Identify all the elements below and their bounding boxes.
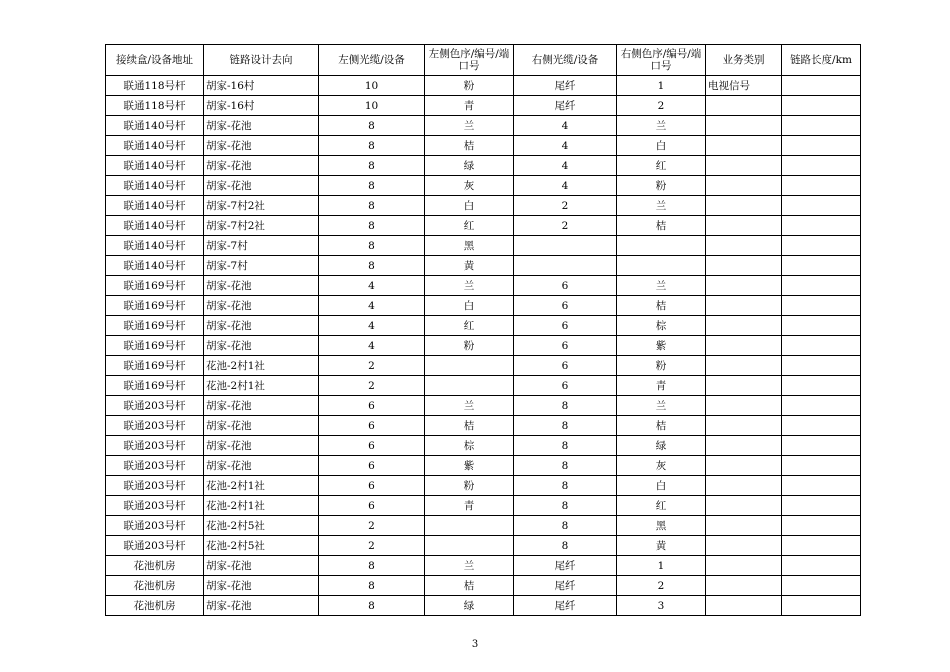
- cell-service-type: [706, 276, 782, 296]
- cell-right-color: [617, 256, 706, 276]
- cell-left-cable: 8: [319, 576, 425, 596]
- cell-splice-address: 联通169号杆: [106, 336, 204, 356]
- cell-left-cable: 2: [319, 536, 425, 556]
- cell-left-color: 粉: [425, 76, 514, 96]
- cell-left-color: 白: [425, 296, 514, 316]
- cell-left-cable: 4: [319, 296, 425, 316]
- fiber-link-table: [105, 44, 861, 616]
- cell-link-length: [782, 536, 861, 556]
- cell-link-direction: 胡家-花池: [204, 176, 319, 196]
- cell-link-direction: 胡家-7村2社: [204, 196, 319, 216]
- cell-left-color: 桔: [425, 416, 514, 436]
- cell-right-cable: [514, 236, 617, 256]
- cell-left-color: 青: [425, 496, 514, 516]
- cell-right-cable: 8: [514, 496, 617, 516]
- cell-right-cable: 6: [514, 376, 617, 396]
- cell-left-cable: 8: [319, 596, 425, 616]
- cell-right-color: 灰: [617, 456, 706, 476]
- cell-service-type: [706, 316, 782, 336]
- cell-link-direction: 胡家-花池: [204, 576, 319, 596]
- cell-left-cable: 8: [319, 136, 425, 156]
- cell-link-length: [782, 556, 861, 576]
- cell-service-type: [706, 176, 782, 196]
- cell-link-length: [782, 436, 861, 456]
- cell-left-cable: 8: [319, 556, 425, 576]
- cell-right-cable: 4: [514, 176, 617, 196]
- cell-right-color: 桔: [617, 296, 706, 316]
- cell-service-type: [706, 536, 782, 556]
- cell-service-type: [706, 96, 782, 116]
- cell-service-type: [706, 576, 782, 596]
- table-row: [106, 276, 861, 296]
- cell-link-length: [782, 256, 861, 276]
- table-row: [106, 476, 861, 496]
- cell-service-type: [706, 456, 782, 476]
- cell-service-type: [706, 156, 782, 176]
- cell-link-length: [782, 356, 861, 376]
- cell-splice-address: 联通169号杆: [106, 316, 204, 336]
- table-row: [106, 336, 861, 356]
- cell-service-type: [706, 436, 782, 456]
- cell-splice-address: 联通203号杆: [106, 496, 204, 516]
- cell-left-cable: 4: [319, 336, 425, 356]
- cell-left-cable: 8: [319, 196, 425, 216]
- cell-splice-address: 联通140号杆: [106, 156, 204, 176]
- cell-left-cable: 6: [319, 436, 425, 456]
- table-row: [106, 296, 861, 316]
- cell-service-type: [706, 216, 782, 236]
- table-row: [106, 536, 861, 556]
- header-service-type: 业务类别: [706, 45, 782, 76]
- header-left-cable: 左侧光缆/设备: [319, 45, 425, 76]
- cell-link-length: [782, 136, 861, 156]
- cell-splice-address: 花池机房: [106, 556, 204, 576]
- table-row: [106, 456, 861, 476]
- cell-right-cable: [514, 256, 617, 276]
- cell-link-direction: 胡家-花池: [204, 436, 319, 456]
- cell-right-cable: 4: [514, 136, 617, 156]
- cell-link-length: [782, 236, 861, 256]
- cell-right-color: 兰: [617, 116, 706, 136]
- cell-right-color: [617, 236, 706, 256]
- cell-service-type: 电视信号: [706, 76, 782, 96]
- cell-link-direction: 胡家-花池: [204, 316, 319, 336]
- cell-left-cable: 2: [319, 356, 425, 376]
- cell-left-color: 绿: [425, 596, 514, 616]
- cell-service-type: [706, 556, 782, 576]
- cell-right-cable: 8: [514, 436, 617, 456]
- cell-link-length: [782, 576, 861, 596]
- cell-right-cable: 4: [514, 116, 617, 136]
- cell-right-color: 粉: [617, 176, 706, 196]
- cell-service-type: [706, 236, 782, 256]
- cell-right-cable: 6: [514, 296, 617, 316]
- cell-right-color: 紫: [617, 336, 706, 356]
- cell-left-cable: 6: [319, 476, 425, 496]
- cell-link-direction: 花池-2村1社: [204, 496, 319, 516]
- cell-splice-address: 联通140号杆: [106, 256, 204, 276]
- table-row: [106, 216, 861, 236]
- cell-link-length: [782, 196, 861, 216]
- cell-splice-address: 联通140号杆: [106, 216, 204, 236]
- cell-link-length: [782, 96, 861, 116]
- cell-link-direction: 胡家-花池: [204, 116, 319, 136]
- cell-left-cable: 6: [319, 496, 425, 516]
- table-row: [106, 76, 861, 96]
- cell-right-color: 1: [617, 76, 706, 96]
- cell-left-color: 桔: [425, 576, 514, 596]
- cell-service-type: [706, 416, 782, 436]
- cell-splice-address: 联通203号杆: [106, 516, 204, 536]
- cell-right-color: 白: [617, 136, 706, 156]
- cell-left-color: [425, 516, 514, 536]
- cell-right-color: 红: [617, 496, 706, 516]
- table-row: [106, 496, 861, 516]
- table-row: [106, 596, 861, 616]
- cell-left-cable: 6: [319, 456, 425, 476]
- table-row: [106, 516, 861, 536]
- cell-left-color: 兰: [425, 396, 514, 416]
- cell-right-cable: 6: [514, 356, 617, 376]
- cell-left-cable: 2: [319, 376, 425, 396]
- cell-splice-address: 联通203号杆: [106, 536, 204, 556]
- cell-link-direction: 花池-2村5社: [204, 516, 319, 536]
- page-number: 3: [471, 639, 479, 650]
- cell-link-direction: 胡家-花池: [204, 416, 319, 436]
- cell-right-cable: 6: [514, 276, 617, 296]
- header-row: [106, 45, 861, 76]
- table-row: [106, 556, 861, 576]
- cell-left-color: 红: [425, 316, 514, 336]
- header-left-color-order: 左侧色序/编号/端口号: [425, 45, 514, 76]
- cell-link-direction: 胡家-7村2社: [204, 216, 319, 236]
- table-row: [106, 376, 861, 396]
- cell-link-direction: 胡家-花池: [204, 296, 319, 316]
- cell-service-type: [706, 356, 782, 376]
- cell-left-cable: 10: [319, 96, 425, 116]
- cell-service-type: [706, 196, 782, 216]
- cell-right-cable: 8: [514, 456, 617, 476]
- cell-right-color: 绿: [617, 436, 706, 456]
- cell-right-cable: 8: [514, 476, 617, 496]
- cell-link-length: [782, 596, 861, 616]
- header-right-cable: 右侧光缆/设备: [514, 45, 617, 76]
- cell-left-color: 兰: [425, 276, 514, 296]
- table-row: [106, 156, 861, 176]
- table-row: [106, 116, 861, 136]
- cell-link-length: [782, 516, 861, 536]
- cell-splice-address: 联通140号杆: [106, 176, 204, 196]
- cell-right-color: 黄: [617, 536, 706, 556]
- cell-link-direction: 胡家-7村: [204, 236, 319, 256]
- table-row: [106, 396, 861, 416]
- cell-link-direction: 花池-2村1社: [204, 356, 319, 376]
- cell-right-color: 粉: [617, 356, 706, 376]
- cell-link-direction: 花池-2村5社: [204, 536, 319, 556]
- cell-service-type: [706, 496, 782, 516]
- cell-right-cable: 6: [514, 336, 617, 356]
- cell-service-type: [706, 136, 782, 156]
- cell-link-length: [782, 416, 861, 436]
- table-row: [106, 356, 861, 376]
- cell-right-cable: 尾纤: [514, 596, 617, 616]
- cell-link-direction: 胡家-花池: [204, 556, 319, 576]
- cell-link-length: [782, 296, 861, 316]
- cell-right-cable: 尾纤: [514, 76, 617, 96]
- cell-link-direction: 胡家-花池: [204, 336, 319, 356]
- cell-left-color: 兰: [425, 116, 514, 136]
- cell-splice-address: 联通203号杆: [106, 456, 204, 476]
- cell-right-cable: 8: [514, 396, 617, 416]
- cell-left-color: 棕: [425, 436, 514, 456]
- cell-service-type: [706, 596, 782, 616]
- cell-left-cable: 8: [319, 256, 425, 276]
- cell-right-color: 1: [617, 556, 706, 576]
- cell-link-direction: 花池-2村1社: [204, 476, 319, 496]
- cell-right-cable: 2: [514, 216, 617, 236]
- table-body: [106, 76, 861, 616]
- cell-left-color: 灰: [425, 176, 514, 196]
- cell-service-type: [706, 256, 782, 276]
- cell-link-length: [782, 116, 861, 136]
- cell-right-color: 红: [617, 156, 706, 176]
- cell-link-direction: 胡家-花池: [204, 396, 319, 416]
- cell-splice-address: 联通118号杆: [106, 76, 204, 96]
- header-splice-address: 接续盒/设备地址: [106, 45, 204, 76]
- cell-right-cable: 8: [514, 536, 617, 556]
- cell-right-cable: 2: [514, 196, 617, 216]
- table-row: [106, 236, 861, 256]
- cell-link-direction: 胡家-花池: [204, 136, 319, 156]
- cell-link-length: [782, 276, 861, 296]
- cell-left-cable: 8: [319, 116, 425, 136]
- table-row: [106, 136, 861, 156]
- cell-right-color: 兰: [617, 396, 706, 416]
- table-row: [106, 576, 861, 596]
- cell-left-color: [425, 356, 514, 376]
- cell-left-color: [425, 536, 514, 556]
- cell-splice-address: 花池机房: [106, 576, 204, 596]
- header-link-direction: 链路设计去向: [204, 45, 319, 76]
- cell-left-cable: 4: [319, 316, 425, 336]
- table-row: [106, 436, 861, 456]
- cell-link-direction: 胡家-花池: [204, 156, 319, 176]
- cell-left-cable: 10: [319, 76, 425, 96]
- cell-link-length: [782, 216, 861, 236]
- cell-left-color: 桔: [425, 136, 514, 156]
- cell-splice-address: 联通169号杆: [106, 356, 204, 376]
- cell-link-direction: 胡家-16村: [204, 96, 319, 116]
- cell-splice-address: 联通140号杆: [106, 116, 204, 136]
- cell-service-type: [706, 516, 782, 536]
- cell-left-color: 粉: [425, 336, 514, 356]
- cell-link-length: [782, 476, 861, 496]
- cell-left-cable: 8: [319, 236, 425, 256]
- cell-right-color: 3: [617, 596, 706, 616]
- cell-link-direction: 胡家-7村: [204, 256, 319, 276]
- cell-left-cable: 2: [319, 516, 425, 536]
- cell-service-type: [706, 396, 782, 416]
- cell-left-color: 青: [425, 96, 514, 116]
- cell-link-direction: 花池-2村1社: [204, 376, 319, 396]
- cell-right-cable: 8: [514, 516, 617, 536]
- cell-splice-address: 联通203号杆: [106, 416, 204, 436]
- header-link-length: 链路长度/km: [782, 45, 861, 76]
- cell-right-color: 桔: [617, 416, 706, 436]
- cell-splice-address: 联通203号杆: [106, 436, 204, 456]
- cell-left-color: 粉: [425, 476, 514, 496]
- cell-link-length: [782, 496, 861, 516]
- cell-service-type: [706, 336, 782, 356]
- table-row: [106, 96, 861, 116]
- cell-link-direction: 胡家-花池: [204, 596, 319, 616]
- cell-splice-address: 联通140号杆: [106, 136, 204, 156]
- cell-splice-address: 联通169号杆: [106, 276, 204, 296]
- cell-right-color: 棕: [617, 316, 706, 336]
- table-row: [106, 256, 861, 276]
- cell-right-cable: 尾纤: [514, 96, 617, 116]
- cell-splice-address: 联通203号杆: [106, 396, 204, 416]
- header-right-color-order: 右侧色序/编号/端口号: [617, 45, 706, 76]
- cell-service-type: [706, 376, 782, 396]
- cell-splice-address: 联通169号杆: [106, 376, 204, 396]
- cell-left-color: 红: [425, 216, 514, 236]
- cell-left-cable: 8: [319, 216, 425, 236]
- cell-link-length: [782, 176, 861, 196]
- cell-right-cable: 8: [514, 416, 617, 436]
- cell-link-direction: 胡家-花池: [204, 276, 319, 296]
- cell-left-color: 黑: [425, 236, 514, 256]
- cell-splice-address: 联通140号杆: [106, 196, 204, 216]
- cell-left-cable: 8: [319, 156, 425, 176]
- cell-right-color: 黑: [617, 516, 706, 536]
- cell-right-color: 2: [617, 96, 706, 116]
- cell-left-color: 兰: [425, 556, 514, 576]
- cell-splice-address: 联通169号杆: [106, 296, 204, 316]
- cell-right-color: 兰: [617, 276, 706, 296]
- cell-right-cable: 4: [514, 156, 617, 176]
- table-row: [106, 176, 861, 196]
- cell-right-color: 青: [617, 376, 706, 396]
- cell-right-color: 桔: [617, 216, 706, 236]
- cell-link-length: [782, 396, 861, 416]
- cell-left-color: 黄: [425, 256, 514, 276]
- cell-left-color: 紫: [425, 456, 514, 476]
- cell-link-length: [782, 76, 861, 96]
- cell-right-color: 白: [617, 476, 706, 496]
- cell-right-color: 2: [617, 576, 706, 596]
- cell-left-cable: 8: [319, 176, 425, 196]
- cell-splice-address: 联通140号杆: [106, 236, 204, 256]
- table-row: [106, 196, 861, 216]
- cell-right-cable: 尾纤: [514, 556, 617, 576]
- cell-left-color: 白: [425, 196, 514, 216]
- cell-link-length: [782, 316, 861, 336]
- cell-left-cable: 4: [319, 276, 425, 296]
- cell-link-length: [782, 456, 861, 476]
- cell-service-type: [706, 296, 782, 316]
- cell-right-color: 兰: [617, 196, 706, 216]
- cell-left-cable: 6: [319, 416, 425, 436]
- cell-link-direction: 胡家-花池: [204, 456, 319, 476]
- cell-service-type: [706, 116, 782, 136]
- cell-left-color: [425, 376, 514, 396]
- cell-right-cable: 6: [514, 316, 617, 336]
- table-row: [106, 316, 861, 336]
- cell-left-cable: 6: [319, 396, 425, 416]
- cell-link-direction: 胡家-16村: [204, 76, 319, 96]
- cell-splice-address: 联通203号杆: [106, 476, 204, 496]
- cell-link-length: [782, 156, 861, 176]
- cell-right-cable: 尾纤: [514, 576, 617, 596]
- cell-splice-address: 花池机房: [106, 596, 204, 616]
- cell-splice-address: 联通118号杆: [106, 96, 204, 116]
- cell-service-type: [706, 476, 782, 496]
- cell-left-color: 绿: [425, 156, 514, 176]
- cell-link-length: [782, 376, 861, 396]
- cell-link-length: [782, 336, 861, 356]
- table-row: [106, 416, 861, 436]
